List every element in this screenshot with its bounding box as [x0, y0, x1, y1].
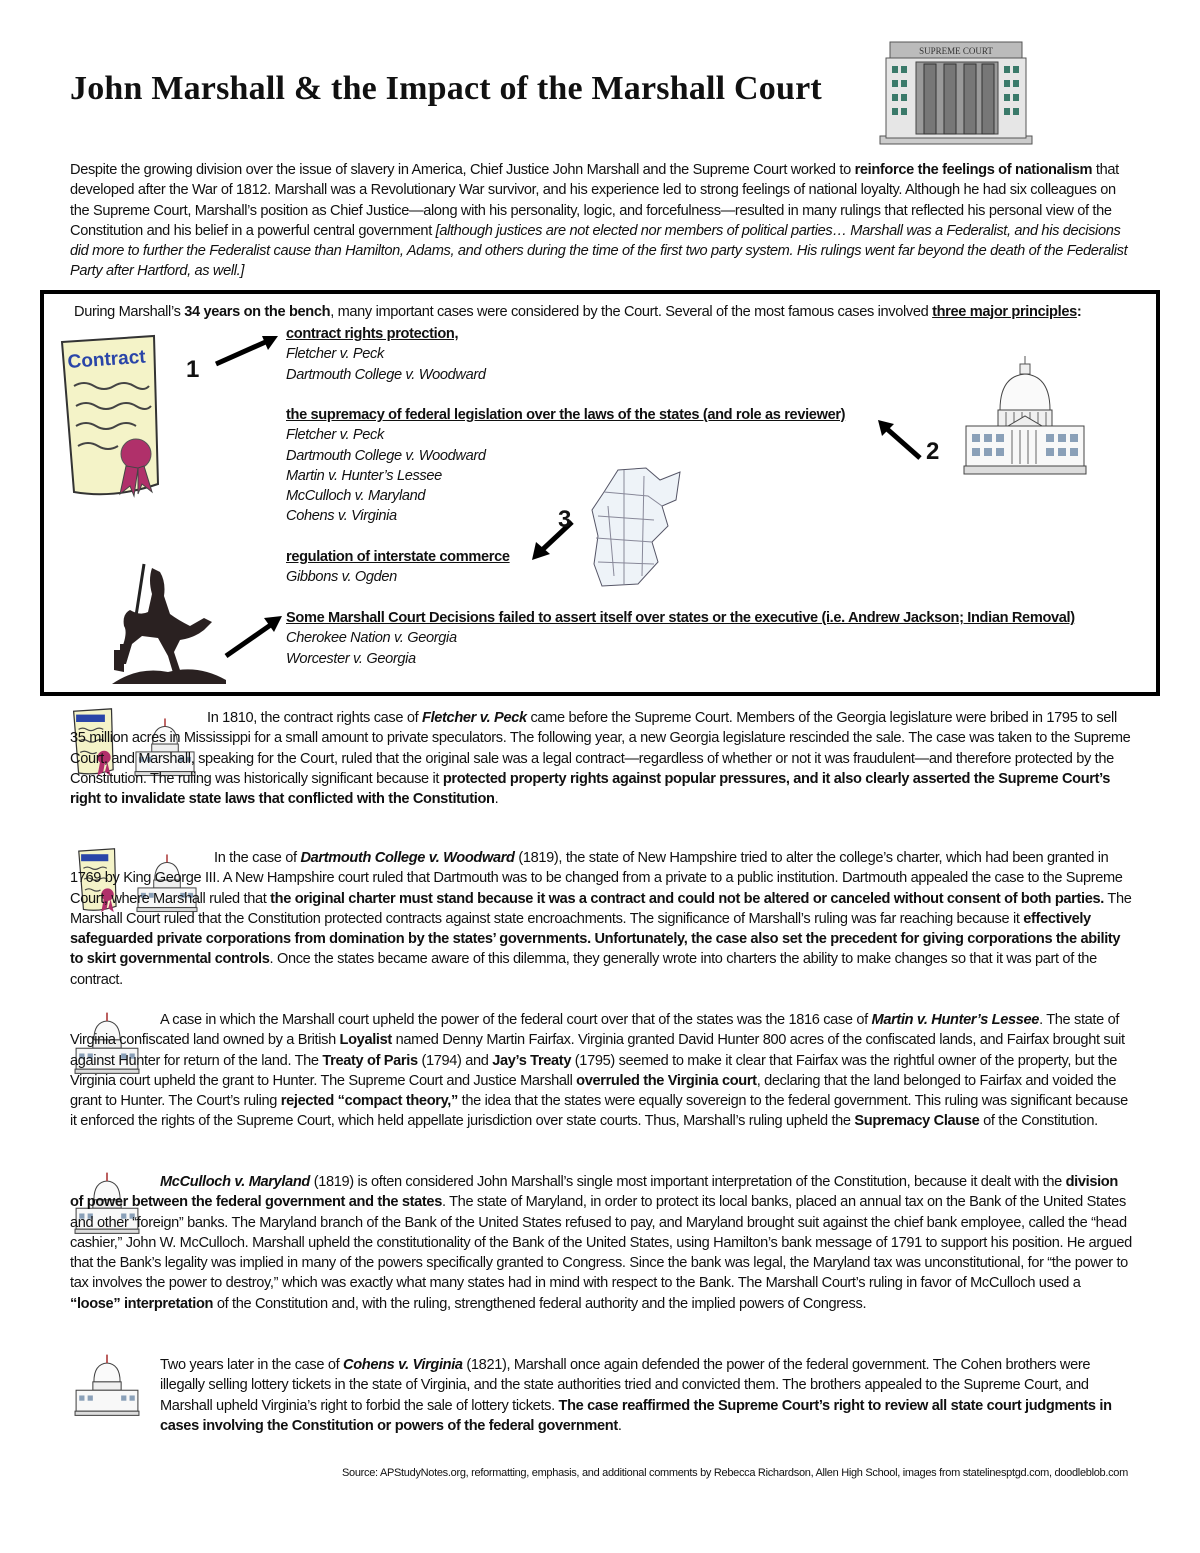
- fletcher-paragraph: In 1810, the contract rights case of Fletcher v. Peck came before the Supreme Court. Members of the Georgia legislature were bribed in 1795 to sell 35 million acres in Mississippi for a small amount to private speculators. The following year, a new Georgia legislature rescinded the sale. The case was taken to the Supreme Court, and Marshall, speaking for the Court, ruled that the original sale was a legal contract—regardless of whether or not it was fraudulent—and therefore protected by the Constitution. The ruling was historically significant because it protected property rights against popular pressures, and it also clearly asserted the Supreme Court’s right to invalidate state laws that conflicted with the Constitution.: [70, 710, 1131, 808]
- contract-scroll-icon: [54, 334, 169, 509]
- martin-paragraph: A case in which the Marshall court upheld the power of the federal court over that of the states was the 1816 case of Martin v. Hunter’s Lessee. The state of Virginia confiscated land owned by a British Loyalist named Denny Martin Fairfax. Virginia granted David Hunter 800 acres of the confiscated lands, and Fairfax brought suit against Hunter for return of the land. The Treaty of Paris (1794) and Jay’s Treaty (1795) seemed to make it clear that Fairfax was the rightful owner of the property, but the Virginia court upheld the grant to Hunter. The Supreme Court and Justice Marshall overruled the Virginia court, declaring that the land belonged to Fairfax and voided the grant to Hunter. The Court’s ruling rejected “compact theory,” the idea that the states were equally sovereign to the federal government. This ruling was significant because it enforced the rights of the Supreme Court, which held appellate jurisdiction over state courts. Thus, Marshall’s ruling upheld the Supremacy Clause of the Constitution.: [70, 1012, 1128, 1130]
- principles-lead: During Marshall’s 34 years on the bench, many important cases were considered by the Court. Several of the most famous cases involved three major principles:: [74, 304, 1082, 320]
- arrow-icon: [874, 418, 926, 462]
- court-sign-text: SUPREME COURT: [919, 46, 993, 56]
- states-map-icon: [588, 466, 684, 590]
- capitol-building-icon: [962, 354, 1088, 478]
- cohens-icons: [74, 1352, 140, 1422]
- mcculloch-paragraph: McCulloch v. Maryland (1819) is often considered John Marshall’s single most important interpretation of the Constitution, because it dealt with the division of power between the federal government and the states. The state of Maryland, in order to protect its local banks, placed an annual tax on the Bank of the United States and other “foreign” banks. The Maryland branch of the Bank of the United States refused to pay, and Maryland brought suit against the chief bank employee, called the “head cashier,” John W. McCulloch. Marshall upheld the constitutionality of the Bank of the United States, using Hamilton’s bank message of 1791 to support his position. He argued that the Bank’s legality was implied in many of the powers specifically granted to Congress. Since the bank was legal, the Maryland tax was unconstitutional, for “the power to tax involves the power to destroy,” which was exactly what many states had in mind with respect to the Bank. The Marshall Court’s ruling in favor of McCulloch used a “loose” interpretation of the Constitution and, with the ruling, strengthened federal authority and the implied powers of Congress.: [70, 1174, 1132, 1312]
- arrow-icon: [212, 332, 282, 368]
- dartmouth-paragraph: In the case of Dartmouth College v. Woodward (1819), the state of New Hampshire tried to alter the college’s charter, which had been granted in 1769 by King George III. A New Hampshire court ruled that Dartmouth was to be changed from a private to a public institution. Dartmouth appealed the case to the Supreme Court, where Marshall ruled that the original charter must stand because it was a contract and could not be altered or canceled without consent of both parties. The Marshall Court ruled that the Constitution protected contracts against state encroachments. The significance of Marshall’s ruling was far reaching because it effectively safeguarded private corporations from domination by the states’ governments. Unfortunately, the case also set the precedent for giving corporations the ability to skirt governmental controls. Once the states became aware of this dilemma, they generally wrote into charters the ability to make changes so that it was part of the contract.: [70, 850, 1132, 988]
- contract-label: Contract: [66, 346, 147, 373]
- page-title: John Marshall & the Impact of the Marshall Court: [70, 70, 822, 107]
- principle-number-1: 1: [186, 356, 200, 383]
- principle-1: contract rights protection, Fletcher v. Peck Dartmouth College v. Woodward: [286, 326, 486, 383]
- supreme-court-building-icon: [876, 40, 1036, 146]
- principle-number-3: 3: [558, 506, 572, 533]
- principles-box: [40, 290, 1160, 696]
- principle-4: Some Marshall Court Decisions failed to assert itself over states or the executive (i.e. Andrew Jackson; Indian Removal) Cherokee Nation v. Georgia Worcester v. Georgia: [286, 610, 1075, 667]
- arrow-icon: [222, 612, 286, 660]
- capitol-building-icon: [74, 1352, 140, 1418]
- intro-paragraph: Despite the growing division over the issue of slavery in America, Chief Justice John Marshall and the Supreme Court worked to reinforce the feelings of nationalism that developed after the War of 1812. Marshall was a Revolutionary War survivor, and his experience led to strong feelings of national loyalty. Although he had six colleagues on the Supreme Court, Marshall’s position as Chief Justice—along with his personality, logic, and forcefulness—resulted in many rulings that reflected his personal view of the Constitution and his belief in a powerful central government [although justices are not elected nor members of political parties… Marshall was a Federalist, and his decisions did more to further the Federalist cause than Hamilton, Adams, and others during the time of the first two party system. His rulings went far beyond the death of the Federalist Party after Hartford, as well.]: [70, 162, 1128, 280]
- principle-2: the supremacy of federal legislation over the laws of the states (and role as reviewer) Fletcher v. Peck Dartmouth College v. Woodward Martin v. Hunter’s Lessee McCulloch v. Maryland Cohens v. Virginia: [286, 407, 846, 525]
- principle-3: regulation of interstate commerce Gibbons v. Ogden: [286, 549, 510, 586]
- cohens-paragraph: Two years later in the case of Cohens v. Virginia (1821), Marshall once again defended the power of the federal government. The Cohen brothers were illegally selling lottery tickets in the state of Virginia, and the state authorities tried and convicted them. The brothers appealed to the Supreme Court, and Marshall upheld Virginia’s right to forbid the sale of lottery tickets. The case reaffirmed the Supreme Court’s right to review all state court judgments in cases involving the Constitution or powers of the federal government.: [160, 1357, 1112, 1434]
- horse-rider-silhouette-icon: [108, 560, 228, 684]
- source-citation: Source: APStudyNotes.org, reformatting, emphasis, and additional comments by Rebecca Richardson, Allen High School, images from statelinesptgd.com, doodleblob.com: [341, 1467, 1128, 1479]
- principle-number-2: 2: [926, 438, 940, 465]
